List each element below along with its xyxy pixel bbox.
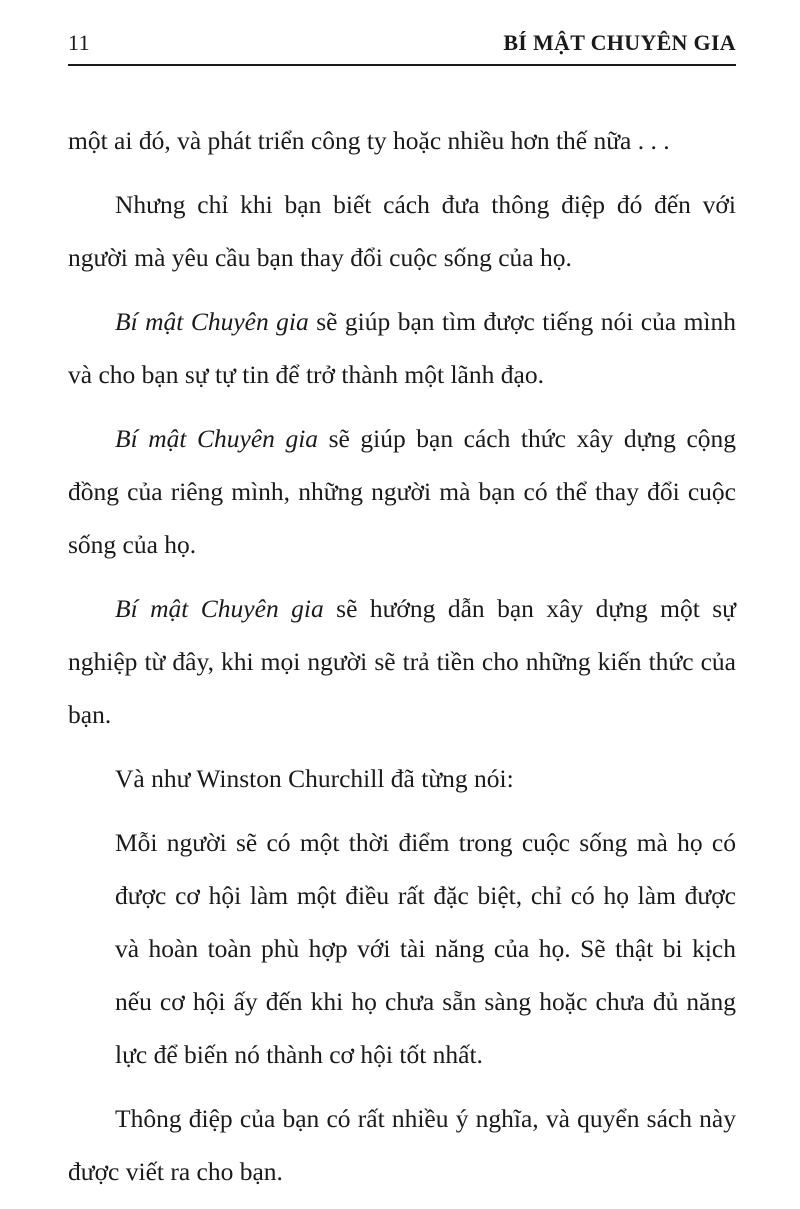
paragraph-text: Nhưng chỉ khi bạn biết cách đưa thông điệp đó đến với người mà yêu cầu bạn thay đổi cuộc sống của họ. [68, 190, 736, 272]
paragraph [68, 1092, 736, 1198]
page-number: 11 [68, 30, 91, 55]
paragraph-text: Và như Winston Churchill đã từng nói: [115, 764, 514, 793]
paragraph-text: sẽ giúp bạn cách thức xây dựng cộng đồng của riêng mình, những người mà bạn có thể thay đổi cuộc sống của họ. [68, 424, 737, 559]
book-title: Bí mật Chuyên gia [115, 594, 324, 623]
running-title: BÍ MẬT CHUYÊN GIA [503, 30, 736, 55]
block-quote [68, 816, 736, 1081]
quote-text: Mỗi người sẽ có một thời điểm trong cuộc sống mà họ có được cơ hội làm một điều rất đặc biệt, chỉ có họ làm được và hoàn toàn phù hợp với tài năng của họ. Sẽ thật bi kịch nếu cơ hội ấy đến khi họ chưa sẵn sàng hoặc chưa đủ năng lực để biến nó thành cơ hội tốt nhất. [115, 828, 736, 1069]
paragraph [68, 752, 736, 805]
paragraph-text: Thông điệp của bạn có rất nhiều ý nghĩa, và quyển sách này được viết ra cho bạn. [68, 1104, 736, 1186]
book-title: Bí mật Chuyên gia [115, 307, 309, 336]
book-title: Bí mật Chuyên gia [115, 424, 319, 453]
paragraph [68, 178, 736, 284]
paragraph [68, 582, 736, 741]
paragraph-text: sẽ hướng dẫn bạn xây dựng một sự nghiệp từ đây, khi mọi người sẽ trả tiền cho những kiến thức của bạn. [68, 594, 736, 729]
paragraph [68, 412, 736, 571]
paragraph-text: sẽ giúp bạn tìm được tiếng nói của mình và cho bạn sự tự tin để trở thành một lãnh đạo. [68, 307, 737, 389]
page-header [68, 30, 736, 66]
paragraph-continuation [68, 114, 736, 167]
body-text [68, 114, 736, 1209]
paragraph-text: một ai đó, và phát triển công ty hoặc nhiều hơn thế nữa . . . [68, 126, 670, 155]
paragraph [68, 295, 736, 401]
